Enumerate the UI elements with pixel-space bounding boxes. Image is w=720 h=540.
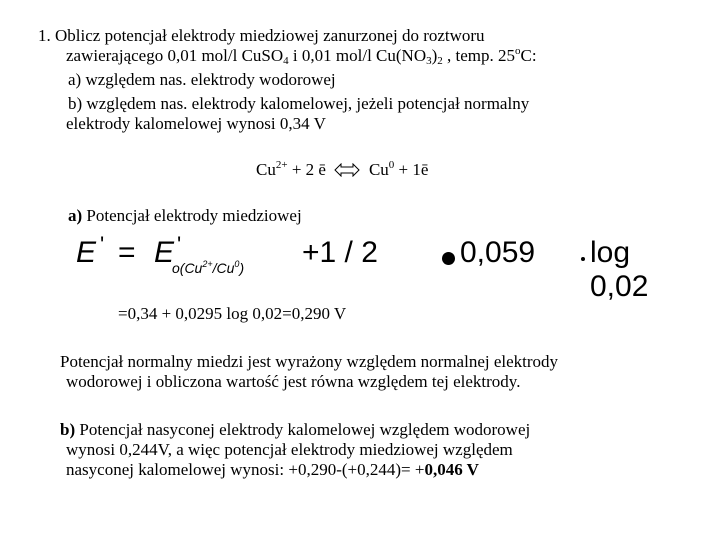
task-item-a: a) względem nas. elektrody wodorowej [68,70,336,89]
formula-equals: = [118,236,136,269]
formula-subscript: $o(Cu^{2+}/Cu^0)$ [172,259,245,276]
note-line-1: Potencjał normalny miedzi jest wyrażony względem normalnej elektrody [60,352,559,371]
task-item-b-line-1: b) względem nas. elektrody kalomelowej, jeżeli potencjał normalny [68,94,530,113]
formula-prime-1: ' [100,232,105,257]
note-line-2: wodorowej i obliczona wartość jest równa względem tej elektrody. [66,372,521,391]
nernst-formula [70,232,649,303]
multiplication-dot-icon [442,252,455,265]
double-arrow-icon [334,162,360,182]
formula-plus-half: +1 / 2 [302,236,378,269]
part-b-line-1: b) Potencjał nasyconej elektrody kalomelowej względem wodorowej [60,420,531,439]
part-b-line-2: wynosi 0,244V, a więc potencjał elektrody miedziowej względem [66,440,513,459]
cdot-icon [581,257,585,261]
task-line-1: 1. Oblicz potencjał elektrody miedziowej zanurzonej do roztworu [38,26,485,45]
formula-e-right: E [154,236,175,269]
part-a-result: =0,34 + 0,0295 log 0,02=0,290 V [118,304,347,323]
final-answer: 0,046 V [424,460,479,479]
formula-value: 0,059 [460,236,536,269]
part-b-line-3: nasyconej kalomelowej wynosi: +0,290-(+0,244)= +0,046 V [66,460,479,479]
task-item-b-line-2: elektrody kalomelowej wynosi 0,34 V [66,114,326,133]
formula-e-left: E [76,236,97,269]
task-line-2: zawierającego 0,01 mol/l CuSO$_4$ i 0,01 mol/l $Cu(NO_3)_2$ , temp. 25$^o$C: [66,45,537,67]
formula-prime-2: ' [177,232,182,257]
formula-log: log 0,02 [590,236,649,303]
part-a-heading: a) Potencjał elektrody miedziowej [68,206,302,225]
reaction-equation: $Cu^{2+} + 2$ ē $Cu^0$ + 1ē [256,160,428,182]
